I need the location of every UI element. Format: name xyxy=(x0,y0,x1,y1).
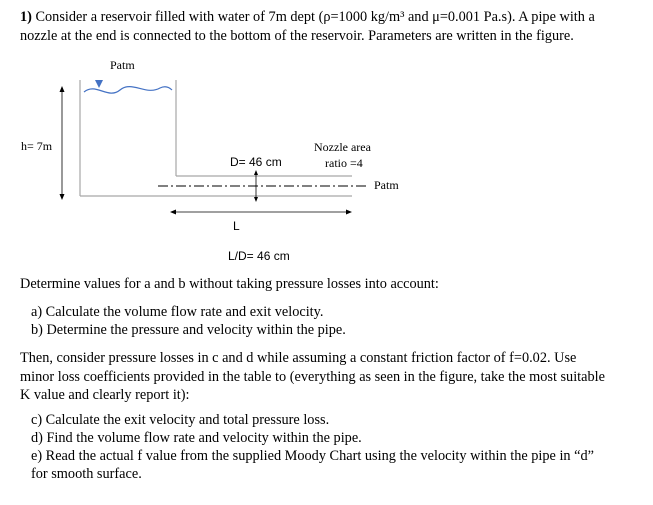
part2-line3: K value and clearly report it): xyxy=(20,387,190,403)
patm-top-label: Patm xyxy=(110,58,135,72)
problem-intro-line2: nozzle at the end is connected to the bottom of the reservoir. Parameters are written in the figure. xyxy=(20,27,574,44)
ld-ratio-label: L/D= 46 cm xyxy=(228,249,290,263)
question-e-line2: for smooth surface. xyxy=(31,466,142,482)
question-e-line1: e) Read the actual f value from the supplied Moody Chart using the velocity within the pipe in “d” xyxy=(31,448,594,464)
part2-paragraph xyxy=(20,349,635,405)
length-arrow-left-icon xyxy=(170,210,176,215)
nozzle-ratio-label: ratio =4 xyxy=(325,156,363,170)
question-c: c) Calculate the exit velocity and total pressure loss. xyxy=(31,412,330,428)
question-a: a) Calculate the volume flow rate and exit velocity. xyxy=(31,304,324,320)
height-label: h= 7m xyxy=(21,139,53,153)
diameter-arrow-down-icon xyxy=(254,197,258,202)
water-level-marker-icon xyxy=(95,80,103,88)
part1-heading: Determine values for a and b without taking pressure losses into account: xyxy=(20,276,439,292)
patm-exit-label: Patm xyxy=(374,178,399,192)
length-label: L xyxy=(233,219,240,233)
height-arrow-up-icon xyxy=(60,86,65,92)
problem-intro-line1: Consider a reservoir filled with water of 7m dept (ρ=1000 kg/m³ and μ=0.001 Pa.s). A pipe with a xyxy=(35,9,595,25)
part2-line2: minor loss coefficients provided in the table to (everything as seen in the figure, take the most suitable xyxy=(20,368,605,385)
part2-line1: Then, consider pressure losses in c and d while assuming a constant friction factor of f=0.02. Use xyxy=(20,350,577,366)
height-arrow-down-icon xyxy=(60,194,65,200)
diameter-label: D= 46 cm xyxy=(230,155,282,169)
nozzle-area-label: Nozzle area xyxy=(314,140,371,154)
question-d: d) Find the volume flow rate and velocity within the pipe. xyxy=(31,430,362,446)
diameter-arrow-up-icon xyxy=(254,170,258,175)
length-arrow-right-icon xyxy=(346,210,352,215)
question-b: b) Determine the pressure and velocity within the pipe. xyxy=(31,322,346,338)
water-surface xyxy=(84,87,172,94)
problem-number: 1) xyxy=(20,9,32,25)
